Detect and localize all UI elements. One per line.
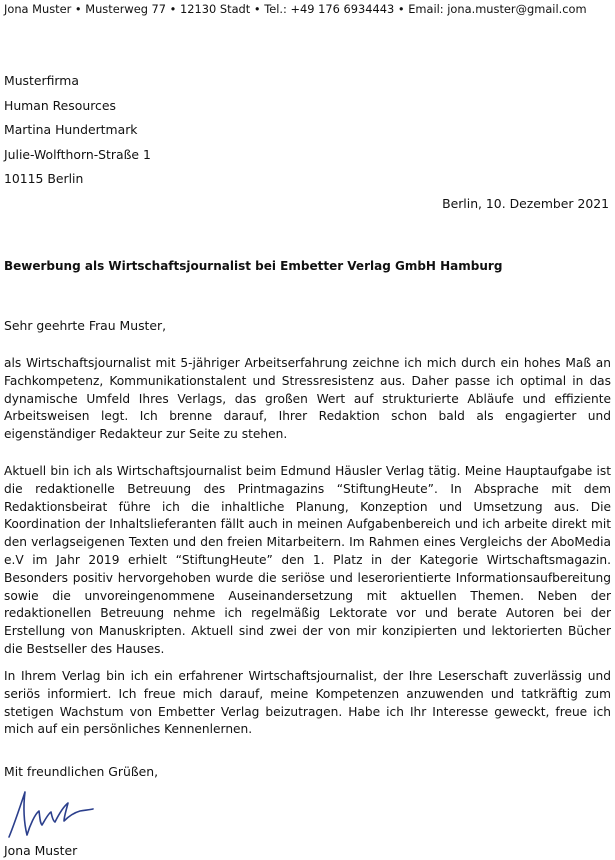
recipient-person: Martina Hundertmark: [4, 122, 138, 138]
body-paragraph-experience: Aktuell bin ich als Wirtschaftsjournalist beim Edmund Häusler Verlag tätig. Meine Hauptaufgabe ist die redaktionelle Betreuung des Printmagazins “StiftungHeute”. In Absprache mit dem Redaktionsbeirat führe ich die inhaltliche Planung, Konzeption und Umsetzung aus. Die Koordination der Inhaltslieferanten fällt auch in meinen Aufgabenbereich und ich arbeite direkt mit den verlagseigenen Texten und den freien Mitarbeitern. Im Rahmen eines Vergleichs der AboMedia e.V im Jahr 2019 erhielt “StiftungHeute” den 1. Platz in der Kategorie Wirtschaftsmagazin. Besonders positiv hervorgehoben wurde die seriöse und leserorientierte Informationsaufbereitung sowie die unvoreingenommene Auseinandersetzung mit aktuellen Themen. Neben der redaktionellen Betreuung nehme ich regelmäßig Lektorate vor und berate Autoren bei der Erstellung von Manuskripten. Aktuell sind zwei der von mir konzipierten und lektorierten Bücher die Bestseller des Hauses.: [4, 464, 611, 656]
recipient-city: 10115 Berlin: [4, 171, 84, 187]
recipient-department: Human Resources: [4, 97, 116, 113]
handwritten-signature-icon: [6, 787, 96, 843]
recipient-company: Musterfirma: [4, 73, 79, 88]
sender-contact-line: Jona Muster • Musterweg 77 • 12130 Stadt • Tel.: +49 176 6934443 • Email: jona.muster@gmail.com: [4, 2, 587, 16]
closing-phrase: Mit freundlichen Grüßen,: [4, 764, 159, 779]
salutation: Sehr geehrte Frau Muster,: [4, 318, 167, 333]
recipient-street: Julie-Wolfthorn-Straße 1: [4, 146, 151, 162]
letter-subject: Bewerbung als Wirtschaftsjournalist bei Embetter Verlag GmbH Hamburg: [4, 259, 503, 273]
recipient-address: [4, 69, 151, 192]
signer-name: Jona Muster: [4, 843, 78, 858]
body-paragraph-closing: In Ihrem Verlag bin ich ein erfahrener Wirtschaftsjournalist, der Ihre Leserschaft zuverlässig und seriös informiert. Ich freue mich darauf, meine Kompetenzen anzuwenden und tatkräftig zum stetigen Wachstum von Embetter Verlag beizutragen. Habe ich Ihr Interesse geweckt, freue ich mich auf ein persönliches Kennenlernen.: [4, 669, 611, 737]
body-paragraph-intro: als Wirtschaftsjournalist mit 5-jähriger Arbeitserfahrung zeichne ich mich durch ein hohes Maß an Fachkompetenz, Kommunikationstalent und Stressresistenz aus. Daher passe ich optimal in das dynamische Umfeld Ihres Verlags, das großen Wert auf strukturierte Abläufe und effiziente Arbeitsweisen legt. Ich brenne darauf, Ihrer Redaktion schon bald als engagierter und eigenständiger Redakteur zur Seite zu stehen.: [4, 356, 611, 442]
letter-date: Berlin, 10. Dezember 2021: [442, 196, 609, 211]
